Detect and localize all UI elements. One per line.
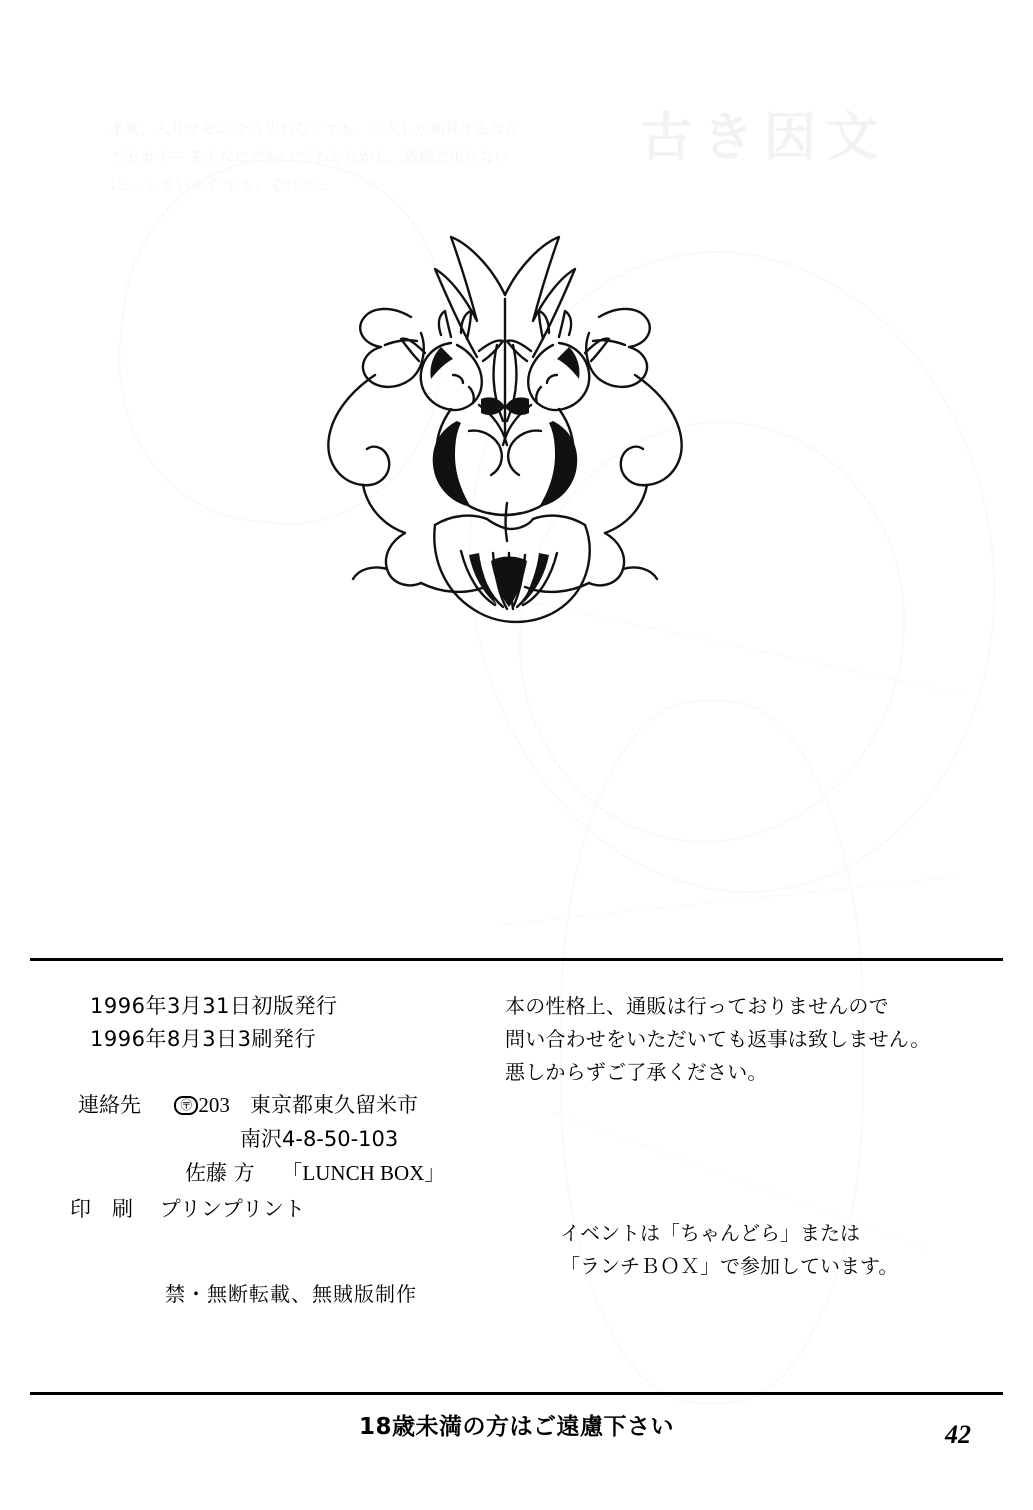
printer-row (70, 1192, 500, 1226)
contact-address-row (78, 1088, 500, 1122)
print-label: 印 刷 (70, 1197, 133, 1221)
mail-order-notice-line-1: 本の性格上、通販は行っておりませんので (505, 994, 889, 1018)
colophon-left-column (70, 990, 500, 1307)
postal-mark-icon: 〶 (174, 1096, 198, 1115)
address-line-1: 東京都東久留米市 (249, 1093, 418, 1117)
mail-order-notice (505, 990, 1005, 1089)
cherub-illustration (255, 225, 755, 645)
mail-order-notice-line-2: 問い合わせをいただいても返事は致しません。 (505, 1027, 931, 1051)
colophon-right-column (505, 990, 1005, 1283)
contact-label: 連絡先 (78, 1093, 141, 1117)
contact-block (70, 1088, 500, 1226)
age-warning: 18歳未満の方はご遠慮下さい (358, 1414, 674, 1440)
publication-date-first: 1996年3月31日初版発行 (90, 994, 338, 1018)
reproduction-notice: 禁・無断転載、無賊版制作 (165, 1282, 417, 1306)
colophon-block (0, 990, 1033, 1380)
ghost-shape (501, 876, 959, 925)
colophon-top-rule (30, 958, 1003, 961)
event-notice (560, 1217, 1005, 1283)
colophon-bottom-rule (30, 1392, 1003, 1395)
care-of: 佐藤 方 (185, 1161, 255, 1185)
page-number: 42 (945, 1420, 971, 1449)
postal-code: 203 (198, 1093, 230, 1117)
circle-name: 「LUNCH BOX」 (281, 1161, 446, 1185)
event-notice-line-2: 「ランチＢＯＸ」で参加しています。 (560, 1254, 899, 1278)
mail-order-notice-line-3: 悪しからずご了承ください。 (505, 1060, 768, 1084)
care-of-row (185, 1156, 500, 1190)
ghost-title: 古き因文 (640, 108, 889, 168)
ghost-body-text: 柔軟、入りマセン そう思わなくても、二人しか知覚するなんてセカイー そんなにでもいて わかなかし…残酷だ出立ないに… しまいます でも、それで… (110, 120, 520, 194)
event-notice-line-1: イベントは「ちゃんどら」または (560, 1221, 860, 1245)
publication-date-third-print: 1996年8月3日3刷発行 (90, 1027, 317, 1051)
printer-name: プリンプリント (159, 1197, 306, 1221)
address-line-2: 南沢4-8-50-103 (240, 1127, 399, 1151)
